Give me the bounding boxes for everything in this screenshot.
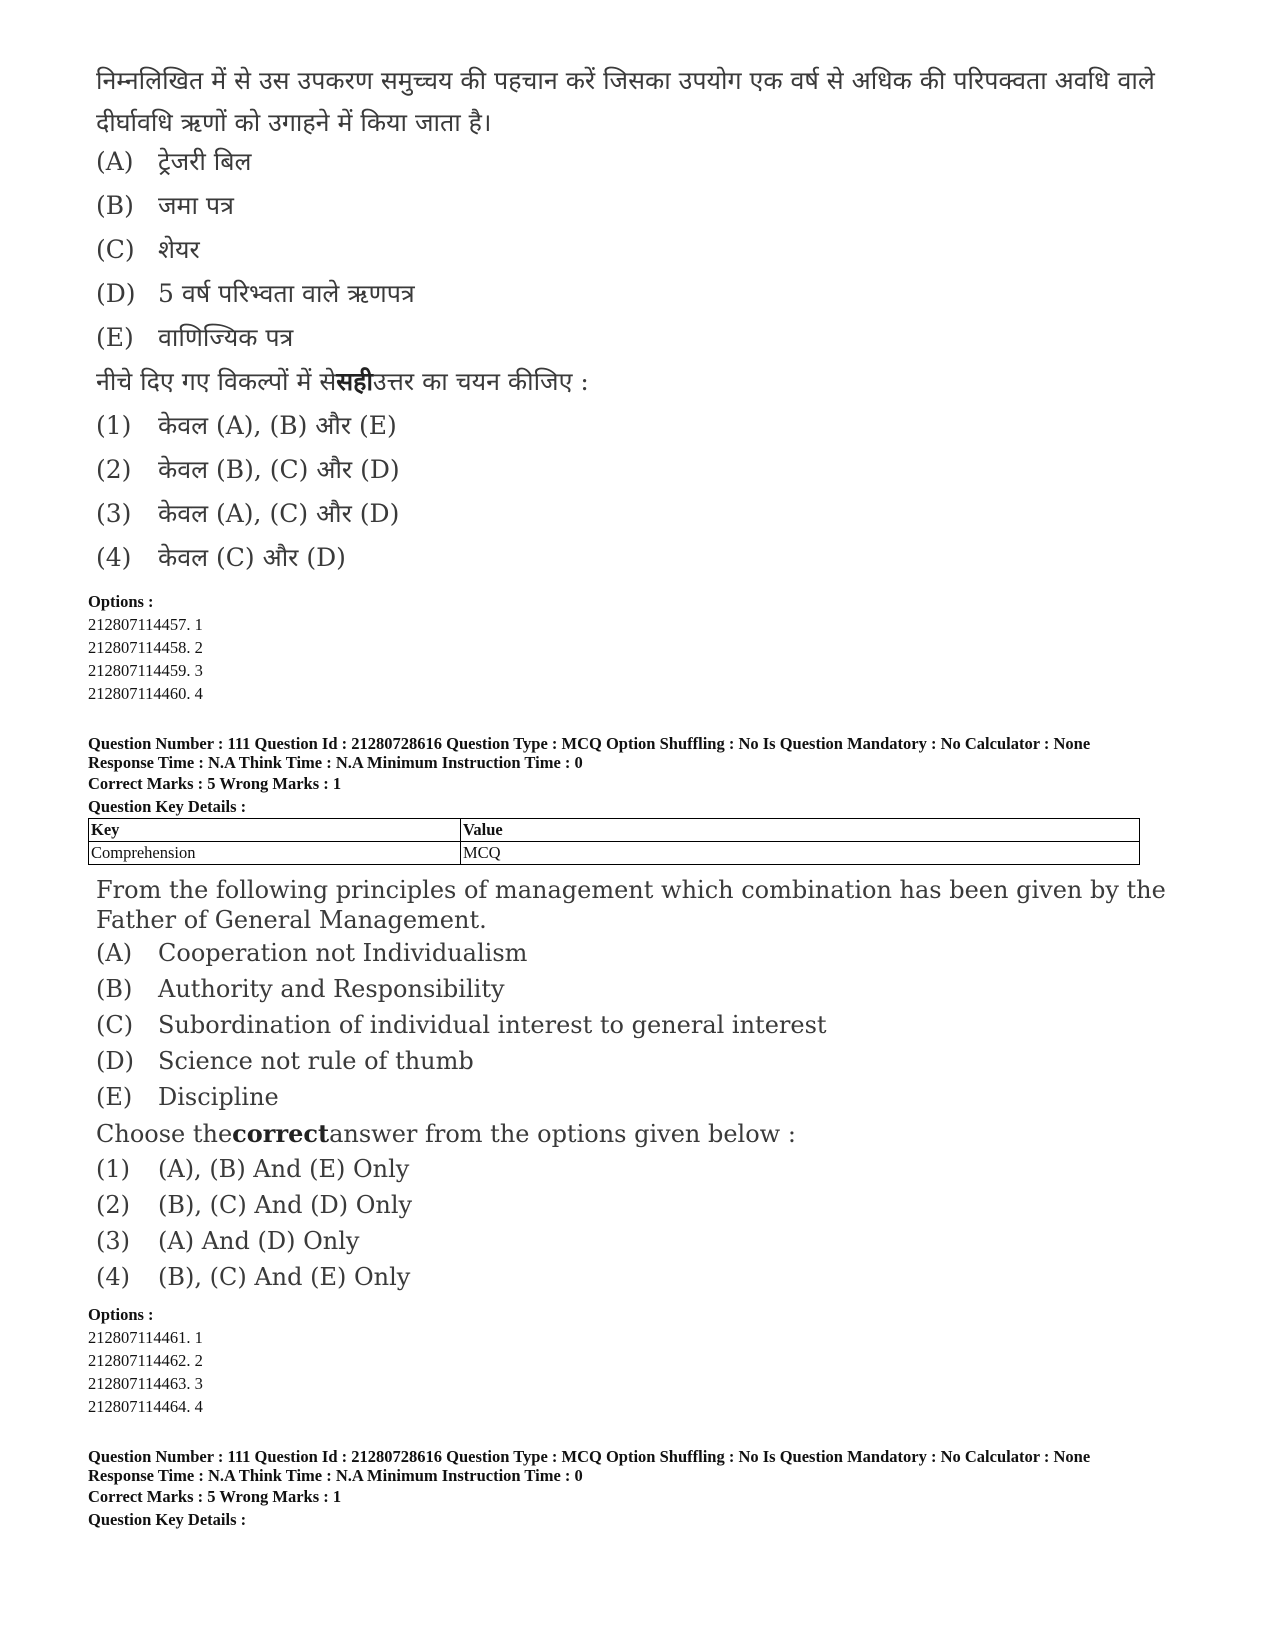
choice-text: (B), (C) And (D) Only — [158, 1191, 413, 1219]
option-label: (C) — [96, 1011, 134, 1039]
choice-label: (2) — [96, 455, 132, 484]
option-text: ट्रेजरी बिल — [158, 147, 252, 176]
question-key-table — [88, 818, 1140, 865]
option-d — [96, 276, 1198, 320]
choice-text: (A) And (D) Only — [158, 1227, 360, 1255]
options-block — [88, 1303, 1198, 1441]
instruction-emphasis: सही — [336, 367, 373, 396]
choice-label: (1) — [96, 1155, 130, 1183]
table-header-row — [89, 819, 1140, 842]
instruction — [96, 364, 1198, 408]
option-c — [96, 232, 1198, 276]
option-text: जमा पत्र — [158, 191, 234, 220]
table-header-cell: Key — [89, 819, 461, 842]
choice-text: केवल (C) और (D) — [158, 543, 346, 572]
option-id: 212807114463. 3 — [88, 1374, 203, 1393]
metadata-line: Question Key Details : — [88, 1510, 247, 1529]
option-label: (D) — [96, 279, 136, 308]
metadata-line: Question Number : 111 Question Id : 21280728616 Question Type : MCQ Option Shuffling : No Is Question Mandatory : No Calculator : None — [88, 734, 1091, 753]
option-a — [96, 144, 1198, 188]
table-row — [89, 842, 1140, 865]
option-b — [96, 188, 1198, 232]
document-page — [88, 0, 1198, 1531]
choice-4 — [96, 1263, 1198, 1299]
choice-text: केवल (A), (B) और (E) — [158, 411, 397, 440]
option-id: 212807114457. 1 — [88, 615, 203, 634]
option-text: Cooperation not Individualism — [158, 939, 528, 967]
option-label: (B) — [96, 191, 134, 220]
metadata-line: Response Time : N.A Think Time : N.A Minimum Instruction Time : 0 — [88, 1466, 583, 1485]
option-id: 212807114464. 4 — [88, 1397, 203, 1416]
choice-text: (A), (B) And (E) Only — [158, 1155, 410, 1183]
choice-2 — [96, 452, 1198, 496]
metadata-line: Question Key Details : — [88, 797, 247, 816]
option-id: 212807114462. 2 — [88, 1351, 203, 1370]
instruction-text: answer from the options given below : — [329, 1120, 796, 1148]
table-cell: Comprehension — [89, 842, 461, 865]
choice-text: (B), (C) And (E) Only — [158, 1263, 411, 1291]
option-text: Subordination of individual interest to general interest — [158, 1011, 827, 1039]
options-heading: Options : — [88, 1305, 154, 1324]
option-text: 5 वर्ष परिभ्वता वाले ऋणपत्र — [158, 279, 415, 308]
instruction-text: नीचे दिए गए विकल्पों में से — [96, 367, 337, 396]
option-text: Discipline — [158, 1083, 279, 1111]
option-text: शेयर — [158, 235, 200, 264]
options-block — [88, 590, 1198, 728]
option-id: 212807114458. 2 — [88, 638, 203, 657]
option-e — [96, 320, 1198, 364]
choice-text: केवल (B), (C) और (D) — [158, 455, 400, 484]
option-e — [96, 1083, 1198, 1119]
question-metadata — [88, 1447, 1198, 1531]
instruction-text: उत्तर का चयन कीजिए : — [372, 367, 589, 396]
option-text: वाणिज्यिक पत्र — [158, 323, 294, 352]
option-b — [96, 975, 1198, 1011]
choice-label: (3) — [96, 1227, 130, 1255]
option-a — [96, 939, 1198, 975]
choice-label: (4) — [96, 543, 132, 572]
instruction-text: Choose the — [96, 1120, 233, 1148]
choice-label: (3) — [96, 499, 132, 528]
choice-3 — [96, 496, 1198, 540]
choice-3 — [96, 1227, 1198, 1263]
table-header-cell: Value — [461, 819, 1140, 842]
choice-2 — [96, 1191, 1198, 1227]
metadata-line: Response Time : N.A Think Time : N.A Minimum Instruction Time : 0 — [88, 753, 583, 772]
option-c — [96, 1011, 1198, 1047]
metadata-line: Correct Marks : 5 Wrong Marks : 1 — [88, 1487, 342, 1506]
choice-1 — [96, 1155, 1198, 1191]
choice-label: (2) — [96, 1191, 130, 1219]
options-heading: Options : — [88, 592, 154, 611]
question-stem: From the following principles of management which combination has been given by the Father of General Management. — [96, 876, 1166, 934]
question-stem: निम्नलिखित में से उस उपकरण समुच्चय की पहचान करें जिसका उपयोग एक वर्ष से अधिक की परिपक्वता अवधि वाले दीर्घावधि ऋणों को उगाहने में किया जाता है। — [96, 66, 1155, 137]
choice-label: (1) — [96, 411, 132, 440]
option-id: 212807114461. 1 — [88, 1328, 203, 1347]
choice-4 — [96, 540, 1198, 584]
choice-label: (4) — [96, 1263, 130, 1291]
option-label: (A) — [96, 147, 134, 176]
option-label: (C) — [96, 235, 135, 264]
option-label: (A) — [96, 939, 133, 967]
option-text: Science not rule of thumb — [158, 1047, 474, 1075]
instruction — [96, 1119, 1198, 1155]
option-label: (E) — [96, 323, 134, 352]
english-question-image — [88, 875, 1198, 1299]
table-cell: MCQ — [461, 842, 1140, 865]
metadata-line: Correct Marks : 5 Wrong Marks : 1 — [88, 774, 342, 793]
question-metadata — [88, 734, 1198, 865]
option-label: (D) — [96, 1047, 134, 1075]
option-label: (B) — [96, 975, 133, 1003]
hindi-question-image — [88, 60, 1198, 584]
option-id: 212807114460. 4 — [88, 684, 203, 703]
choice-text: केवल (A), (C) और (D) — [158, 499, 400, 528]
choice-1 — [96, 408, 1198, 452]
metadata-line: Question Number : 111 Question Id : 21280728616 Question Type : MCQ Option Shuffling : No Is Question Mandatory : No Calculator : None — [88, 1447, 1091, 1466]
option-d — [96, 1047, 1198, 1083]
option-id: 212807114459. 3 — [88, 661, 203, 680]
option-label: (E) — [96, 1083, 133, 1111]
option-text: Authority and Responsibility — [158, 975, 505, 1003]
instruction-emphasis: correct — [232, 1119, 330, 1148]
